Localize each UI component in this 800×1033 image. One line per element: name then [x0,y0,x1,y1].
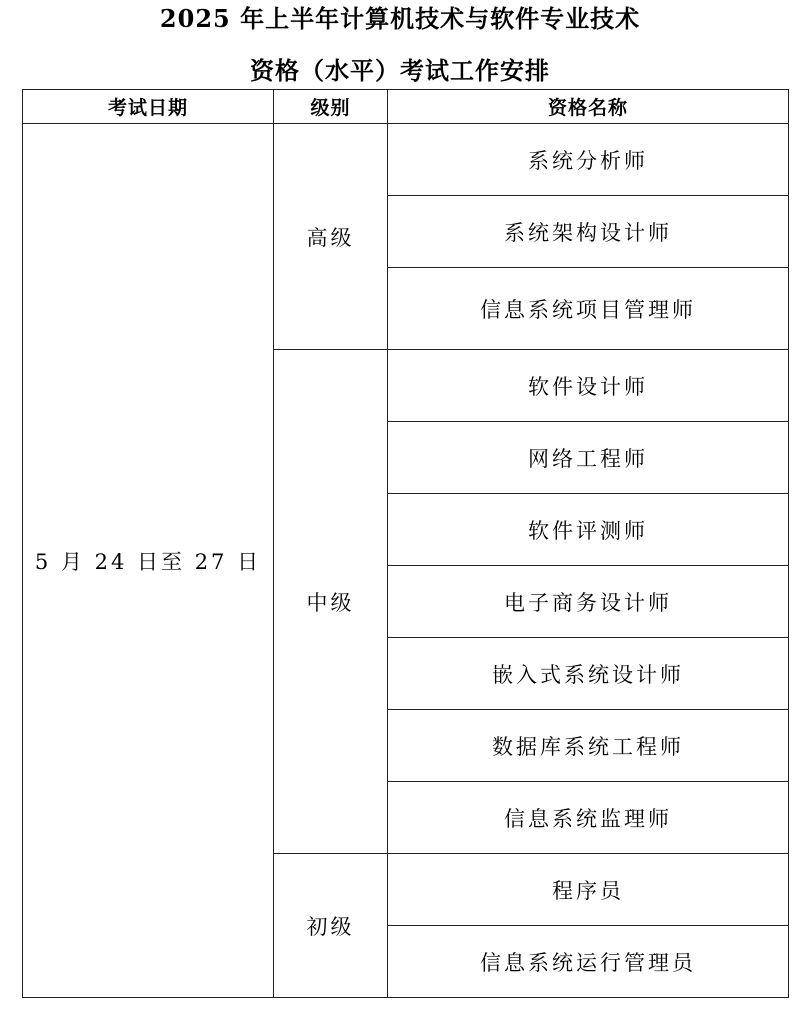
level-advanced-cell: 高级 [274,124,388,350]
table-row [23,124,789,196]
qualification-cell: 系统架构设计师 [388,196,789,268]
table-header-row [23,90,789,124]
exam-date-cell: 5 月 24 日至 27 日 [23,124,274,998]
qualification-cell: 数据库系统工程师 [388,710,789,782]
qualification-cell: 程序员 [388,854,789,926]
exam-schedule-table [22,89,789,998]
level-intermediate-cell: 中级 [274,350,388,854]
header-qualification-name: 资格名称 [388,90,789,124]
qualification-cell: 信息系统项目管理师 [388,268,789,350]
qualification-cell: 网络工程师 [388,422,789,494]
qualification-cell: 信息系统运行管理员 [388,926,789,998]
qualification-cell: 信息系统监理师 [388,782,789,854]
header-level: 级别 [274,90,388,124]
qualification-cell: 电子商务设计师 [388,566,789,638]
qualification-cell: 软件评测师 [388,494,789,566]
level-junior-cell: 初级 [274,854,388,998]
document-title-line-2: 资格（水平）考试工作安排 [250,56,550,85]
header-exam-date: 考试日期 [23,90,274,124]
qualification-cell: 系统分析师 [388,124,789,196]
qualification-cell: 嵌入式系统设计师 [388,638,789,710]
document-title-line-1: 2025 年上半年计算机技术与软件专业技术 [159,4,641,33]
qualification-cell: 软件设计师 [388,350,789,422]
